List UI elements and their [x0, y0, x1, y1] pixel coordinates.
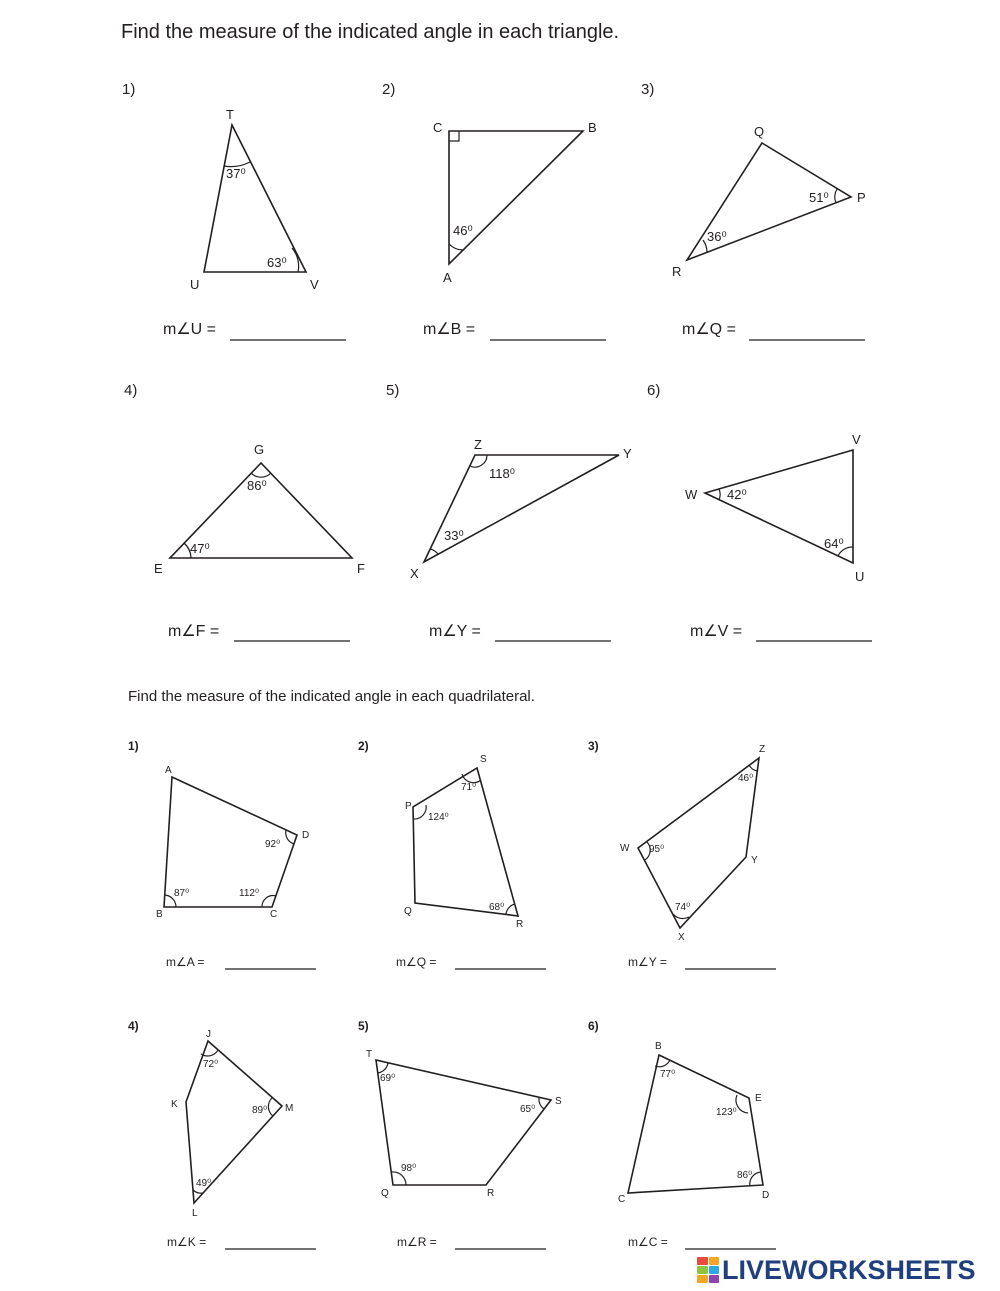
angle-label: 69⁰	[380, 1073, 396, 1084]
section1-title: Find the measure of the indicated angle in each triangle.	[121, 21, 620, 43]
quadrilateral-problem-1	[128, 739, 316, 969]
vertex-label: W	[620, 843, 630, 854]
answer-prompt: m∠Y =	[628, 955, 667, 969]
angle-label: 36⁰	[707, 229, 727, 244]
vertex-label: Q	[754, 124, 765, 139]
answer-input-triangle-5[interactable]	[495, 621, 615, 643]
vertex-label: Z	[474, 437, 482, 452]
vertex-label: E	[154, 561, 163, 576]
quadrilateral-problem-5	[358, 1019, 562, 1249]
vertex-label: T	[366, 1049, 373, 1060]
section2-title: Find the measure of the indicated angle in each quadrilateral.	[128, 688, 535, 705]
vertex-label: C	[618, 1194, 626, 1205]
angle-arc	[539, 1098, 544, 1109]
problem-number: 4)	[128, 1019, 139, 1033]
vertex-label: U	[190, 277, 200, 292]
angle-label: 118⁰	[489, 466, 515, 481]
angle-label: 92⁰	[265, 839, 281, 850]
answer-input-quad-6[interactable]	[685, 1231, 780, 1251]
vertex-label: B	[156, 909, 163, 920]
answer-input-quad-1[interactable]	[225, 951, 320, 971]
answer-input-quad-3[interactable]	[685, 951, 780, 971]
angle-label: 72⁰	[203, 1059, 219, 1070]
answer-prompt: m∠K =	[167, 1235, 207, 1249]
vertex-label: C	[433, 120, 443, 135]
vertex-label: V	[310, 277, 319, 292]
triangle-shape	[449, 131, 583, 264]
problem-number: 6)	[647, 382, 661, 399]
vertex-label: C	[270, 909, 278, 920]
answer-prompt: m∠V =	[690, 623, 743, 640]
angle-arc	[506, 904, 515, 914]
vertex-label: Q	[404, 906, 412, 917]
problem-number: 5)	[386, 382, 400, 399]
answer-input-triangle-3[interactable]	[749, 320, 869, 342]
answer-input-quad-4[interactable]	[225, 1231, 320, 1251]
triangle-problem-1	[122, 81, 346, 340]
vertex-label: X	[410, 566, 419, 581]
vertex-label: S	[555, 1096, 562, 1107]
quadrilateral-problem-3	[588, 739, 776, 969]
angle-arc	[835, 189, 837, 203]
angle-label: 124⁰	[428, 812, 449, 823]
logo-block	[709, 1257, 720, 1265]
angle-label: 86⁰	[247, 478, 267, 493]
vertex-label: G	[254, 442, 265, 457]
angle-arc	[430, 549, 438, 554]
answer-input-triangle-6[interactable]	[756, 621, 876, 643]
answer-prompt: m∠Q =	[396, 955, 437, 969]
angle-label: 112⁰	[239, 888, 259, 899]
logo-block	[697, 1257, 708, 1265]
answer-input-quad-2[interactable]	[455, 951, 550, 971]
answer-prompt: m∠R =	[397, 1235, 437, 1249]
answer-prompt: m∠U =	[163, 321, 217, 338]
vertex-label: B	[655, 1041, 662, 1052]
angle-label: 74⁰	[675, 902, 691, 913]
angle-label: 51⁰	[809, 190, 829, 205]
vertex-label: F	[357, 561, 365, 576]
vertex-label: M	[285, 1103, 294, 1114]
vertex-label: T	[226, 107, 234, 122]
angle-arc	[377, 1063, 388, 1073]
answer-prompt: m∠B =	[423, 321, 476, 338]
logo-block	[709, 1275, 720, 1283]
answer-prompt: m∠Y =	[429, 623, 481, 640]
vertex-label: D	[302, 830, 310, 841]
angle-label: 46⁰	[453, 223, 473, 238]
vertex-label: A	[165, 765, 172, 776]
vertex-label: W	[685, 487, 698, 502]
problem-number: 3)	[588, 739, 599, 753]
logo-block	[709, 1266, 720, 1274]
problem-number: 6)	[588, 1019, 599, 1033]
angle-label: 89⁰	[252, 1105, 268, 1116]
triangle-shape	[424, 455, 619, 562]
logo-block	[697, 1275, 708, 1283]
triangle-problem-2	[382, 81, 606, 340]
vertex-label: R	[672, 264, 682, 279]
problem-number: 5)	[358, 1019, 369, 1033]
vertex-label: L	[192, 1208, 198, 1219]
vertex-label: Q	[381, 1188, 389, 1199]
vertex-label: S	[480, 754, 487, 765]
angle-label: 63⁰	[267, 255, 287, 270]
vertex-label: K	[171, 1099, 178, 1110]
angle-label: 86⁰	[737, 1170, 753, 1181]
vertex-label: B	[588, 120, 597, 135]
angle-arc	[268, 1098, 273, 1116]
angle-arc	[251, 473, 271, 477]
vertex-label: R	[487, 1188, 495, 1199]
right-angle-mark	[449, 131, 459, 141]
angle-arc	[292, 248, 299, 272]
brand-name: LIVEWORKSHEETS	[722, 1254, 976, 1285]
problem-number: 2)	[358, 739, 369, 753]
vertex-label: J	[206, 1029, 211, 1040]
angle-label: 37⁰	[226, 166, 246, 181]
answer-input-quad-5[interactable]	[455, 1231, 550, 1251]
angle-arc	[413, 805, 426, 819]
triangle-problem-4	[124, 382, 365, 641]
problem-number: 1)	[122, 81, 136, 98]
vertex-label: Z	[759, 744, 766, 755]
angle-label: 123⁰	[716, 1107, 737, 1118]
answer-prompt: m∠F =	[168, 623, 220, 640]
angle-label: 77⁰	[660, 1069, 676, 1080]
angle-label: 71⁰	[461, 782, 477, 793]
triangle-problem-3	[641, 81, 866, 340]
angle-label: 64⁰	[824, 536, 844, 551]
answer-input-triangle-2[interactable]	[490, 320, 610, 342]
angle-arc	[449, 244, 463, 250]
answer-input-triangle-4[interactable]	[234, 621, 354, 643]
answer-prompt: m∠A =	[166, 955, 205, 969]
angle-label: 33⁰	[444, 528, 464, 543]
angle-arc	[749, 765, 757, 771]
answer-prompt: m∠Q =	[682, 321, 736, 338]
logo-blocks-icon	[697, 1257, 719, 1283]
vertex-label: D	[762, 1190, 770, 1201]
logo-block	[697, 1266, 708, 1274]
angle-label: 65⁰	[520, 1104, 536, 1115]
problem-number: 2)	[382, 81, 396, 98]
vertex-label: U	[855, 569, 865, 584]
vertex-label: A	[443, 270, 452, 285]
triangle-shape	[204, 125, 306, 272]
quadrilateral-problem-6	[588, 1019, 776, 1249]
angle-label: 98⁰	[401, 1163, 417, 1174]
vertex-label: V	[852, 432, 861, 447]
vertex-label: X	[678, 932, 685, 943]
vertex-label: P	[857, 190, 866, 205]
angle-label: 49⁰	[196, 1178, 212, 1189]
quadrilateral-problem-2	[358, 739, 546, 969]
triangle-problem-5	[386, 382, 632, 641]
problem-number: 1)	[128, 739, 139, 753]
angle-label: 46⁰	[738, 773, 754, 784]
angle-arc	[193, 1190, 203, 1193]
quadrilateral-problem-4	[128, 1019, 316, 1249]
problem-number: 3)	[641, 81, 655, 98]
angle-label: 47⁰	[190, 541, 210, 556]
vertex-label: Y	[623, 446, 632, 461]
answer-prompt: m∠C =	[628, 1235, 668, 1249]
problem-number: 4)	[124, 382, 138, 399]
liveworksheets-logo	[697, 1254, 976, 1286]
angle-label: 95⁰	[649, 844, 665, 855]
angle-arc	[719, 489, 720, 500]
answer-input-triangle-1[interactable]	[230, 320, 350, 342]
angle-label: 68⁰	[489, 902, 505, 913]
triangle-problem-6	[647, 382, 872, 641]
vertex-label: E	[755, 1093, 762, 1104]
angle-label: 42⁰	[727, 487, 747, 502]
vertex-label: P	[405, 801, 412, 812]
angle-arc	[736, 1095, 748, 1113]
angle-label: 87⁰	[174, 888, 190, 899]
vertex-label: R	[516, 919, 524, 930]
vertex-label: Y	[751, 855, 758, 866]
